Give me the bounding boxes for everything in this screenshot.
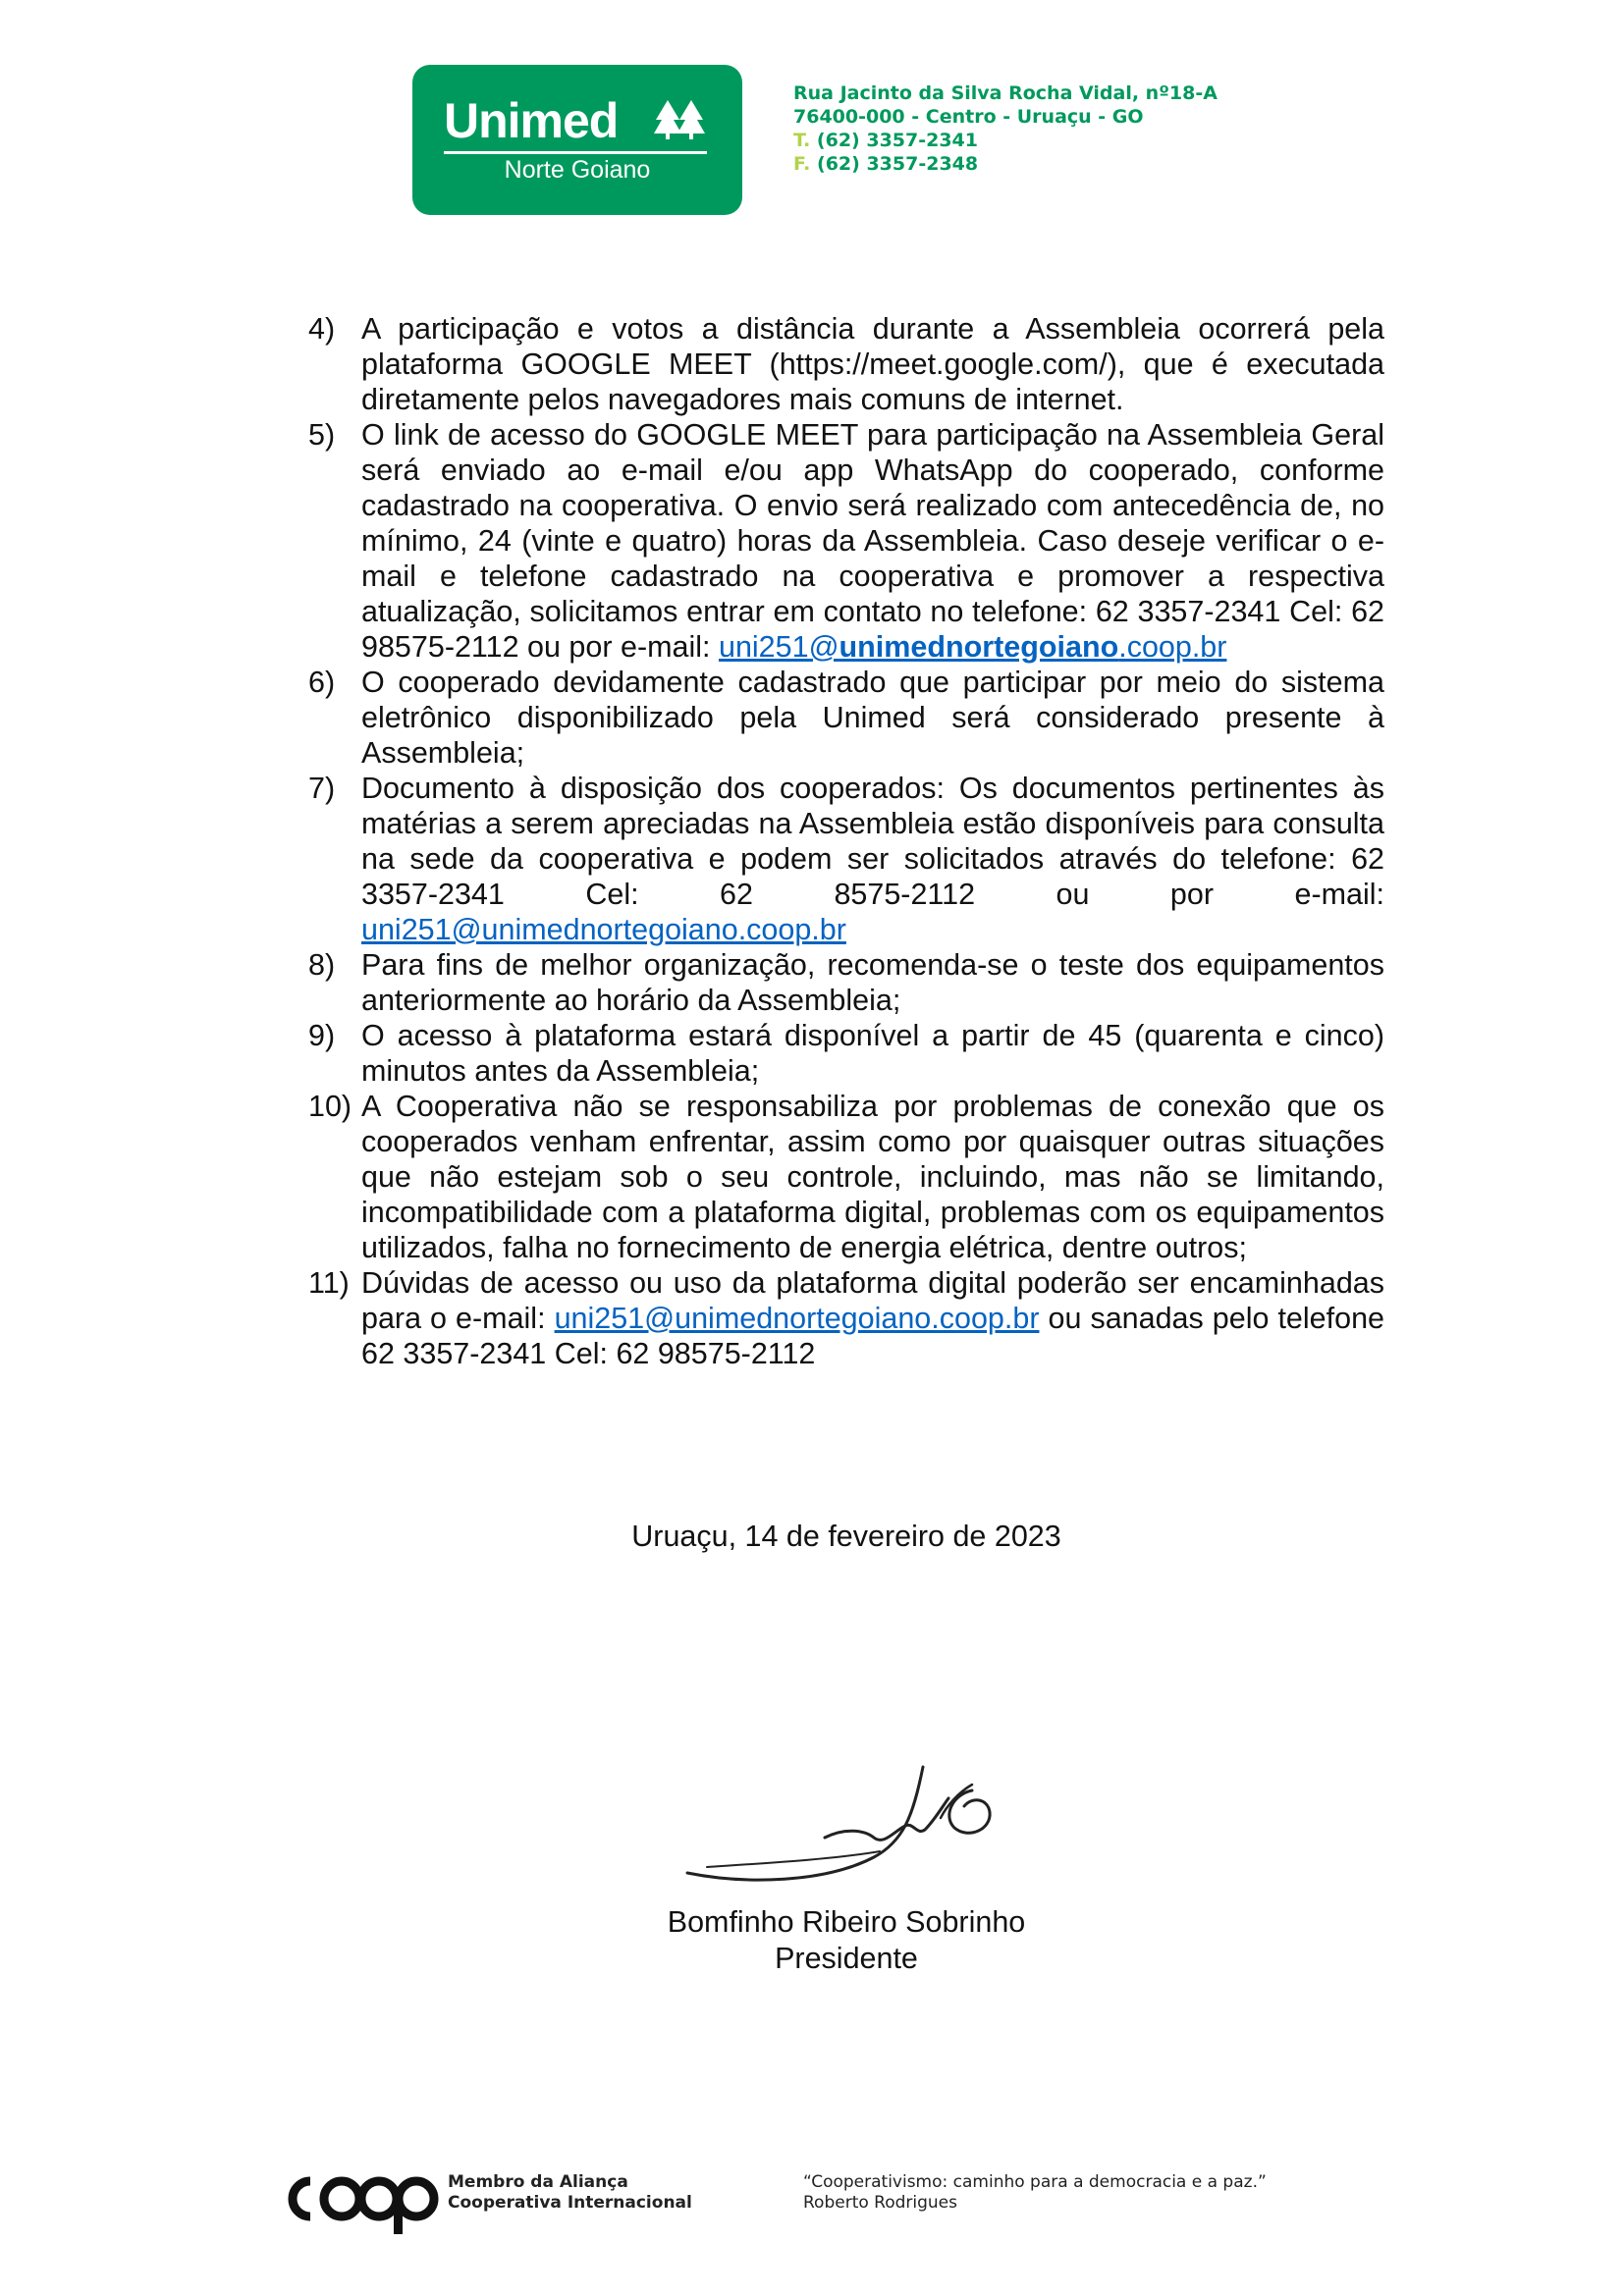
item-text: A participação e votos a distância durante a Assembleia ocorrerá pela plataforma GOOGLE MEET (https://meet.google.com/), que é executada diretamente pelos navegadores mais comuns de internet. xyxy=(361,312,1384,416)
item-number: 6) xyxy=(308,666,336,699)
item-text: O acesso à plataforma estará disponível a partir de 45 (quarenta e cinco) minutos antes da Assembleia; xyxy=(361,1019,1384,1088)
item-text: A Cooperativa não se responsabiliza por problemas de conexão que os cooperados venham enfrentar, assim como por quaisquer outras situações que não estejam sob o seu controle, incluindo, mas não se limitando, incompatibilidade com a plataforma digital, problemas com os equipamentos utilizados, falha no fornecimento de energia elétrica, dentre outros; xyxy=(361,1090,1384,1264)
logo-subtitle: Norte Goiano xyxy=(504,156,651,184)
coop-line-1: Membro da Aliança xyxy=(448,2172,628,2192)
item-number: 4) xyxy=(308,312,336,346)
list-item xyxy=(308,417,1384,665)
fax-number: (62) 3357-2348 xyxy=(817,153,979,175)
item-text: Para fins de melhor organização, recomenda-se o teste dos equipamentos anteriormente ao horário da Assembleia; xyxy=(361,948,1384,1017)
address-street: Rua Jacinto da Silva Rocha Vidal, nº18-A xyxy=(793,82,1218,104)
list-item xyxy=(308,665,1384,771)
email-link[interactable]: uni251@unimednortegoiano.coop.br xyxy=(554,1302,1040,1335)
logo-wordmark: Unimed xyxy=(444,93,619,148)
email-link[interactable]: uni251@unimednortegoiano.coop.br xyxy=(718,630,1227,664)
email-link[interactable]: uni251@unimednortegoiano.coop.br xyxy=(361,913,846,946)
address-block xyxy=(793,81,1218,176)
logo-divider xyxy=(444,151,707,154)
list-item xyxy=(308,771,1384,947)
list-item xyxy=(308,1089,1384,1265)
quote-author: Roberto Rodrigues xyxy=(803,2193,957,2213)
footer-quote xyxy=(803,2172,1267,2214)
item-text: O cooperado devidamente cadastrado que participar por meio do sistema eletrônico disponibilizado pela Unimed será considerado presente à Assembleia; xyxy=(361,666,1384,770)
address-fax xyxy=(793,152,1218,176)
item-number: 9) xyxy=(308,1019,336,1052)
item-number: 8) xyxy=(308,948,336,982)
item-number: 5) xyxy=(308,418,336,452)
list-item xyxy=(308,311,1384,417)
item-text: O link de acesso do GOOGLE MEET para participação na Assembleia Geral será enviado ao e-mail e/ou app WhatsApp do cooperado, conforme cadastrado na cooperativa. O envio será realizado com antecedência de, no mínimo, 24 (vinte e quatro) horas da Assembleia. Caso deseje verificar o e-mail e telefone cadastrado na cooperativa e promover a respectiva atualização, solicitamos entrar em contato no telefone: 62 3357-2341 Cel: 62 98575-2112 ou por e-mail: xyxy=(361,418,1384,664)
unimed-logo xyxy=(412,65,742,215)
handwritten-signature xyxy=(677,1747,1021,1904)
list-item xyxy=(308,1018,1384,1089)
address-phone xyxy=(793,129,1218,152)
place-date: Uruaçu, 14 de fevereiro de 2023 xyxy=(631,1520,1061,1553)
address-city: 76400-000 - Centro - Uruaçu - GO xyxy=(793,106,1144,128)
item-text-after: ou sanadas pelo telefone 62 3357-2341 Cel: 62 98575-2112 xyxy=(361,1302,1384,1370)
coop-membership xyxy=(448,2172,692,2214)
coop-logo-icon xyxy=(281,2167,440,2236)
instructions-list xyxy=(308,311,1384,1371)
item-number: 7) xyxy=(308,772,336,805)
coop-line-2: Cooperativa Internacional xyxy=(448,2193,692,2213)
list-item xyxy=(308,947,1384,1018)
pine-trees-icon xyxy=(654,98,705,141)
item-number: 10) xyxy=(308,1090,352,1123)
item-text: Documento à disposição dos cooperados: Os documentos pertinentes às matérias a serem apreciadas na Assembleia estão disponíveis para consulta na sede da cooperativa e podem ser solicitados através do telefone: 62 3357-2341 Cel: 62 8575-2112 ou por e-mail: xyxy=(361,772,1384,911)
quote-text: “Cooperativismo: caminho para a democracia e a paz.” xyxy=(803,2172,1267,2192)
item-text: Dúvidas de acesso ou uso da plataforma digital poderão ser encaminhadas para o e-mail: xyxy=(361,1266,1384,1335)
fax-label: F. xyxy=(793,153,811,175)
signer-block xyxy=(0,1904,1624,1977)
signer-name: Bomfinho Ribeiro Sobrinho xyxy=(667,1905,1026,1939)
list-item xyxy=(308,1265,1384,1371)
phone-number: (62) 3357-2341 xyxy=(816,130,978,151)
item-number: 11) xyxy=(308,1266,350,1300)
signer-title: Presidente xyxy=(775,1942,918,1975)
phone-label: T. xyxy=(793,130,811,151)
